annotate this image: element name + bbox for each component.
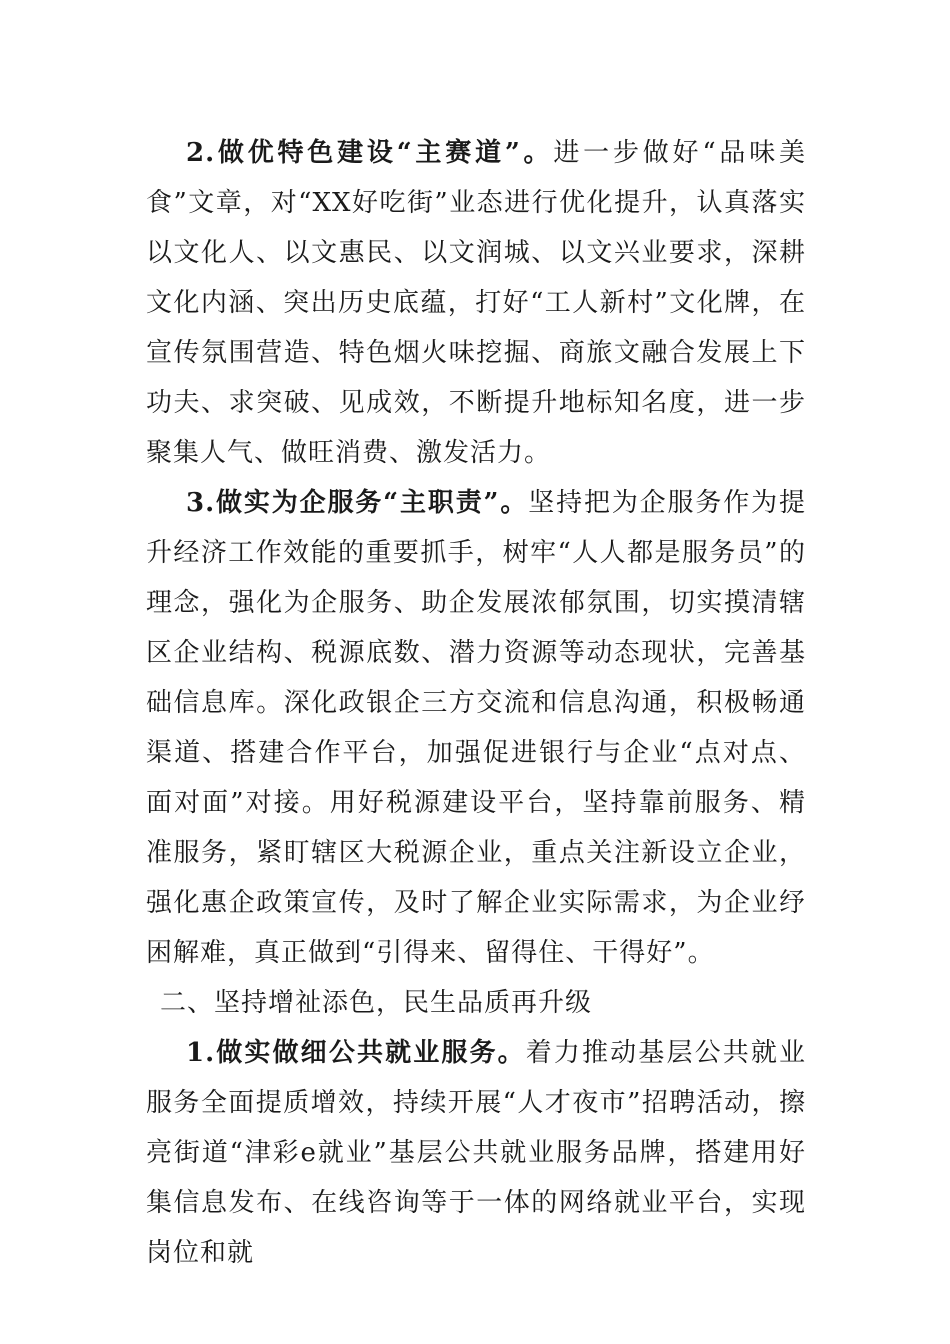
paragraph-text: 进一步做好“品味美食”文章，对“XX好吃街”业态进行优化提升，认真落实以文化人、以文惠民、以文润城、以文兴业要求，深耕文化内涵、突出历史底蕴，打好“工人新村”文化牌，在宣传氛围营造、特色烟火味挖掘、商旅文融合发展上下功夫、求突破、见成效，不断提升地标知名度，进一步聚集人气、做旺消费、激发活力。 — [146, 138, 806, 468]
paragraph-text: 着力推动基层公共就业服务全面提质增效，持续开展“人才夜市”招聘活动，擦亮街道“津彩e就业”基层公共就业服务品牌，搭建用好集信息发布、在线咨询等于一体的网络就业平台，实现岗位和就 — [146, 1038, 806, 1268]
paragraph-employment-service — [146, 1028, 806, 1278]
paragraph-enterprise-service — [146, 478, 806, 978]
paragraph-lead: 2.做优特色建设“主赛道”。 — [186, 138, 554, 168]
paragraph-special-construction — [146, 128, 806, 478]
section-heading: 二、坚持增祉添色，民生品质再升级 — [160, 988, 593, 1018]
paragraph-text: 坚持把为企服务作为提升经济工作效能的重要抓手，树牢“人人都是服务员”的理念，强化为企服务、助企发展浓郁氛围，切实摸清辖区企业结构、税源底数、潜力资源等动态现状，完善基础信息库。深化政银企三方交流和信息沟通，积极畅通渠道、搭建合作平台，加强促进银行与企业“点对点、面对面”对接。用好税源建设平台，坚持靠前服务、精准服务，紧盯辖区大税源企业，重点关注新设立企业，强化惠企政策宣传，及时了解企业实际需求，为企业纾困解难，真正做到“引得来、留得住、干得好”。 — [146, 488, 806, 968]
document-body — [146, 128, 806, 1278]
paragraph-lead: 1.做实做细公共就业服务。 — [186, 1038, 526, 1068]
paragraph-lead: 3.做实为企服务“主职责”。 — [186, 488, 529, 518]
